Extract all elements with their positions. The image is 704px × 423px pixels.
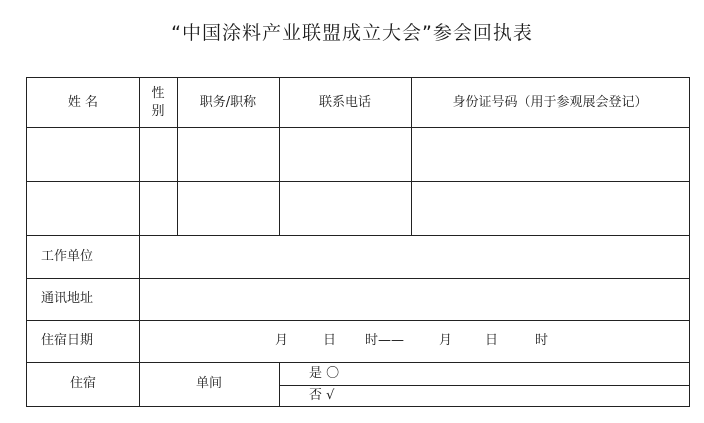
name-field-1[interactable] [27, 127, 139, 181]
name-field-2[interactable] [27, 181, 139, 235]
address-field[interactable] [139, 278, 689, 320]
address-label: 通讯地址 [41, 291, 94, 307]
header-gender [139, 78, 177, 127]
header-name: 姓 名 [67, 94, 99, 110]
phone-field-1[interactable] [279, 127, 411, 181]
stay-month-end: 月 [439, 333, 453, 349]
stay-label: 住宿 [69, 376, 96, 392]
stay-month-start: 月 [275, 333, 289, 349]
stay-day-start: 日 [323, 333, 337, 349]
stay-dates-label: 住宿日期 [41, 333, 94, 349]
room-type-label: 单间 [195, 376, 222, 392]
id-number-field-2[interactable] [411, 181, 689, 235]
header-gender-bottom: 别 [151, 103, 165, 119]
position-field-2[interactable] [177, 181, 279, 235]
work-unit-field[interactable] [139, 235, 689, 278]
stay-yes-option[interactable]: 是 〇 [309, 365, 340, 381]
work-unit-label: 工作单位 [41, 248, 94, 264]
header-phone: 联系电话 [318, 94, 371, 110]
gender-field-2[interactable] [139, 181, 177, 235]
reply-form-table [26, 77, 690, 407]
stay-hour-end: 时 [535, 333, 549, 349]
header-gender-top: 性 [151, 85, 165, 101]
header-position: 职务/职称 [199, 94, 257, 110]
form-title: “中国涂料产业联盟成立大会”参会回执表 [171, 22, 533, 44]
position-field-1[interactable] [177, 127, 279, 181]
stay-day-end: 日 [485, 333, 499, 349]
stay-hour-start: 时—— [365, 333, 405, 349]
phone-field-2[interactable] [279, 181, 411, 235]
gender-field-1[interactable] [139, 127, 177, 181]
id-number-field-1[interactable] [411, 127, 689, 181]
header-id-number: 身份证号码（用于参观展会登记） [452, 94, 648, 110]
stay-no-option[interactable]: 否 √ [309, 387, 335, 403]
stay-dates-field[interactable] [139, 320, 689, 362]
